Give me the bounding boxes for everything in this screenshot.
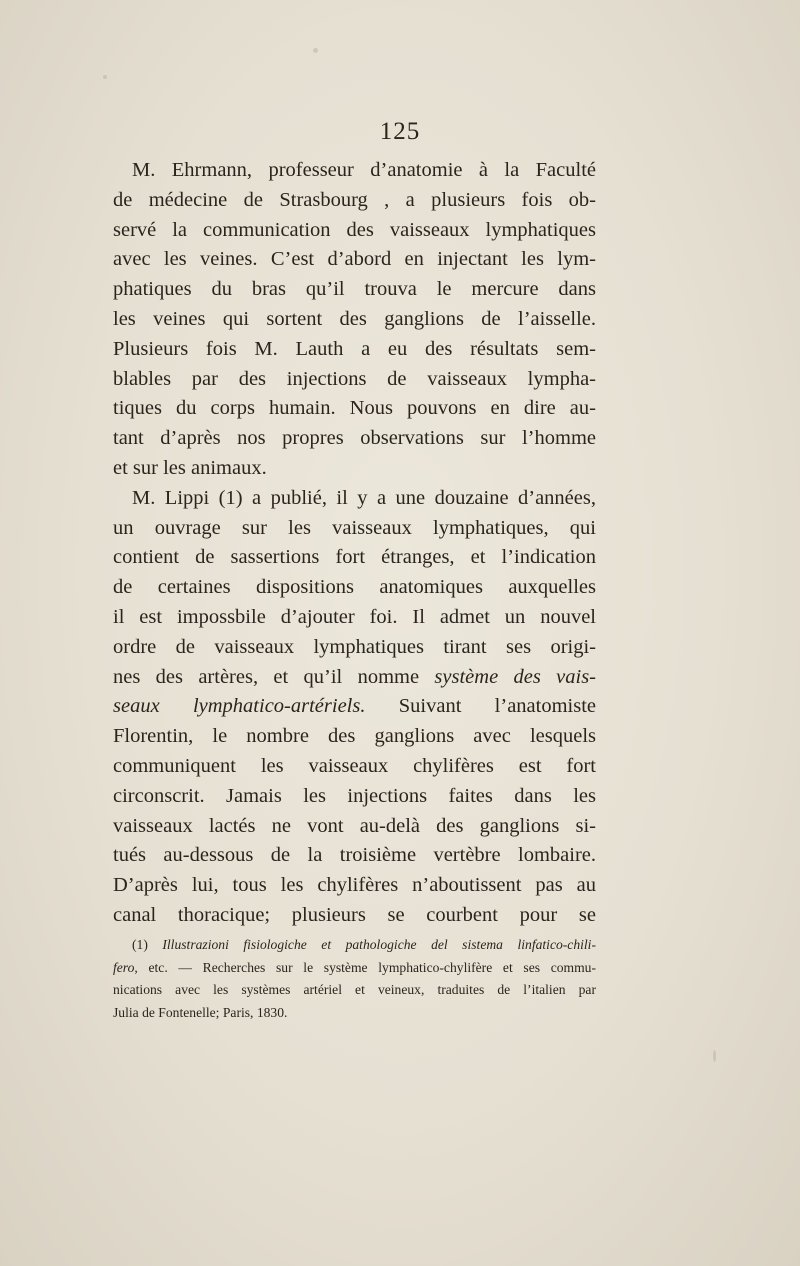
text-line: les veines qui sortent des ganglions de l’aisselle. [113,307,596,330]
footnote-title-end: fero [113,959,135,975]
text-line: contient de sassertions fort étranges, et l’indication [113,546,596,569]
text-line: D’après lui, tous les chylifères n’aboutissent pas au [113,874,596,897]
footnote [113,934,596,1024]
text-line [113,663,596,693]
text-segment: nes des artères, et qu’il nomme [113,665,420,688]
text-line: Florentin, le nombre des ganglions avec lesquels [113,725,596,748]
text-line: tués au-dessous de la troisième vertèbre lombaire. [113,844,596,867]
footnote-line [113,934,596,957]
paper-spot [103,75,107,79]
text-line: Plusieurs fois M. Lauth a eu des résultats sem- [113,337,596,360]
text-line: phatiques du bras qu’il trouva le mercure dans [113,278,596,301]
italic-term: système des vais- [434,665,597,688]
text-line: M. Ehrmann, professeur d’anatomie à la Faculté [132,159,596,181]
footnote-line: Julia de Fontenelle; Paris, 1830. [113,1004,288,1020]
body-text [113,156,596,931]
text-line: communiquent les vaisseaux chylifères est fort [113,754,596,777]
text-line: il est impossbile d’ajouter foi. Il admet un nouvel [113,605,596,628]
footnote-marker: (1) [132,937,148,952]
text-line: de médecine de Strasbourg , a plusieurs fois ob- [113,188,596,211]
text-line: canal thoracique; plusieurs se courbent pour se [113,903,596,926]
text-line: ordre de vaisseaux lymphatiques tirant ses origi- [113,635,596,658]
text-line: un ouvrage sur les vaisseaux lymphatiques, qui [113,516,596,539]
text-line: M. Lippi (1) a publié, il y a une douzaine d’années, [132,486,596,509]
text-line: de certaines dispositions anatomiques auxquelles [113,576,596,599]
text-line: servé la communication des vaisseaux lymphatiques [113,218,596,241]
text-line: tant d’après nos propres observations sur l’homme [113,427,596,450]
text-line: circonscrit. Jamais les injections faites dans les [113,784,596,807]
footnote-line: nications avec les systèmes artériel et veineux, traduites de l’italien par [113,982,596,997]
text-line: et sur les animaux. [113,456,267,479]
text-line: vaisseaux lactés ne vont au-delà des ganglions si- [113,814,596,837]
footnote-line [113,957,596,980]
footnote-title: Illustrazioni fisiologiche et pathologiche del sistema linfatico-chili- [162,937,596,952]
italic-term: seaux lymphatico-artériels. [113,695,366,718]
text-line: blables par des injections de vaisseaux lympha- [113,367,596,390]
text-line: avec les veines. C’est d’abord en injectant les lym- [113,248,596,271]
footnote-text: , etc. — Recherches sur le système lymphatico-chylifère et ses commu- [134,959,596,975]
paper-spot [713,1050,716,1062]
text-line: tiques du corps humain. Nous pouvons en dire au- [113,397,596,420]
text-line [113,692,596,722]
page-number: 125 [379,118,421,145]
paper-spot [313,48,318,53]
text-segment: Suivant l’anatomiste [398,695,596,718]
